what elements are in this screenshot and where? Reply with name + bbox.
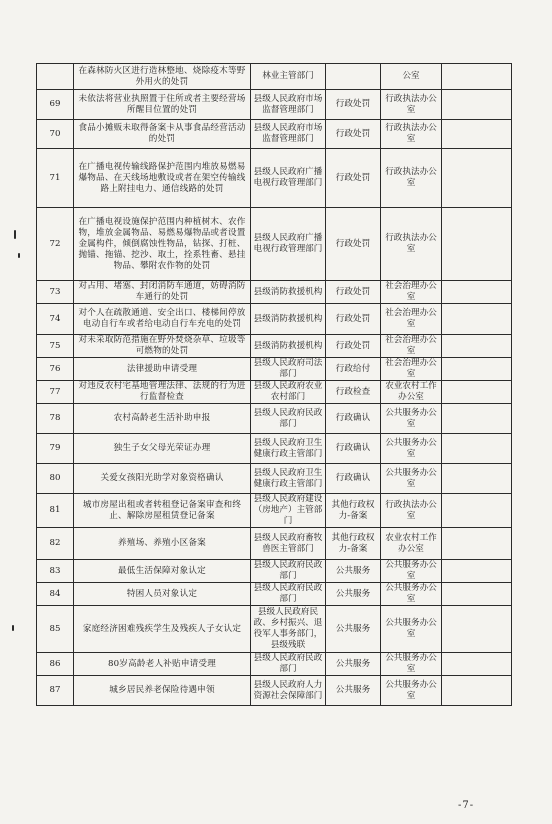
row-number: 82	[37, 528, 74, 560]
remarks	[442, 560, 512, 583]
responsible-office: 行政执法办公室	[381, 90, 442, 120]
responsible-office: 农业农村工作办公室	[381, 528, 442, 560]
responsible-office: 社会治理办公室	[381, 281, 442, 304]
power-type: 行政确认	[326, 464, 381, 494]
table-row	[37, 404, 512, 434]
row-number	[37, 64, 74, 90]
responsible-office: 公室	[381, 64, 442, 90]
responsible-office: 社会治理办公室	[381, 358, 442, 381]
power-type: 公共服务	[326, 583, 381, 606]
remarks	[442, 90, 512, 120]
row-number: 70	[37, 120, 74, 149]
table-row	[37, 208, 512, 281]
remarks	[442, 208, 512, 281]
department: 县级人民政府广播电视行政管理部门	[251, 149, 326, 208]
department: 县级人民政府民政部门	[251, 583, 326, 606]
remarks	[442, 404, 512, 434]
table-row	[37, 381, 512, 404]
department: 县级人民政府人力资源社会保障部门	[251, 676, 326, 706]
row-number: 79	[37, 434, 74, 464]
item-name: 关爱女孩阳光助学对象资格确认	[74, 464, 251, 494]
item-name: 城乡居民养老保险待遇申领	[74, 676, 251, 706]
power-type: 行政处罚	[326, 149, 381, 208]
power-type: 行政确认	[326, 404, 381, 434]
power-type: 行政确认	[326, 434, 381, 464]
responsible-office: 行政执法办公室	[381, 208, 442, 281]
power-type: 行政处罚	[326, 90, 381, 120]
responsible-office: 社会治理办公室	[381, 335, 442, 358]
power-type: 其他行政权力-备案	[326, 494, 381, 528]
row-number: 81	[37, 494, 74, 528]
scan-mark	[12, 625, 14, 631]
responsible-office: 公共服务办公室	[381, 404, 442, 434]
department: 县级人民政府民政部门	[251, 404, 326, 434]
item-name: 食品小摊贩未取得备案卡从事食品经营活动的处罚	[74, 120, 251, 149]
table-body	[37, 64, 512, 706]
table-row	[37, 434, 512, 464]
table-row	[37, 149, 512, 208]
department: 县级人民政府广播电视行政管理部门	[251, 208, 326, 281]
power-type: 行政处罚	[326, 120, 381, 149]
department: 县级消防救援机构	[251, 304, 326, 335]
power-type: 公共服务	[326, 653, 381, 676]
row-number: 86	[37, 653, 74, 676]
item-name: 对违反农村宅基地管理法律、法规的行为进行监督检查	[74, 381, 251, 404]
row-number: 76	[37, 358, 74, 381]
scan-mark	[14, 230, 16, 239]
item-name: 在广播电视传输线路保护范围内堆放易燃易爆物品、在天线场地敷设或者在架空传输线路上附挂电力、通信线路的处罚	[74, 149, 251, 208]
department: 县级人民政府卫生健康行政主管部门	[251, 434, 326, 464]
table-row	[37, 335, 512, 358]
responsible-office: 行政执法办公室	[381, 120, 442, 149]
row-number: 77	[37, 381, 74, 404]
table-row	[37, 583, 512, 606]
responsible-office: 公共服务办公室	[381, 464, 442, 494]
table-row	[37, 281, 512, 304]
item-name: 对个人在疏散通道、安全出口、楼梯间停放电动自行车或者给电动自行车充电的处罚	[74, 304, 251, 335]
table-row	[37, 606, 512, 653]
item-name: 家庭经济困难残疾学生及残疾人子女认定	[74, 606, 251, 653]
row-number: 71	[37, 149, 74, 208]
responsible-office: 公共服务办公室	[381, 606, 442, 653]
responsible-office: 公共服务办公室	[381, 583, 442, 606]
power-type	[326, 64, 381, 90]
row-number: 80	[37, 464, 74, 494]
department: 县级人民政府民政部门	[251, 560, 326, 583]
department: 县级人民政府市场监督管理部门	[251, 120, 326, 149]
row-number: 75	[37, 335, 74, 358]
department: 县级人民政府民政部门	[251, 653, 326, 676]
department: 县级人民政府市场监督管理部门	[251, 90, 326, 120]
power-type: 行政检查	[326, 381, 381, 404]
remarks	[442, 335, 512, 358]
item-name: 特困人员对象认定	[74, 583, 251, 606]
table-row	[37, 64, 512, 90]
department: 县级人民政府建设（房地产）主管部门	[251, 494, 326, 528]
row-number: 87	[37, 676, 74, 706]
row-number: 83	[37, 560, 74, 583]
item-name: 对占用、堵塞、封闭消防车通道，妨碍消防车通行的处罚	[74, 281, 251, 304]
department: 县级人民政府农业农村部门	[251, 381, 326, 404]
remarks	[442, 434, 512, 464]
responsible-office: 公共服务办公室	[381, 676, 442, 706]
item-name: 法律援助申请受理	[74, 358, 251, 381]
remarks	[442, 120, 512, 149]
remarks	[442, 304, 512, 335]
scan-mark	[18, 253, 20, 258]
row-number: 72	[37, 208, 74, 281]
table-row	[37, 358, 512, 381]
row-number: 78	[37, 404, 74, 434]
responsible-office: 公共服务办公室	[381, 560, 442, 583]
table-row	[37, 90, 512, 120]
item-name: 未依法将营业执照置于住所或者主要经营场所醒目位置的处罚	[74, 90, 251, 120]
item-name: 80岁高龄老人补贴申请受理	[74, 653, 251, 676]
remarks	[442, 583, 512, 606]
power-type: 行政处罚	[326, 304, 381, 335]
item-name: 养殖场、养殖小区备案	[74, 528, 251, 560]
responsible-office: 行政执法办公室	[381, 149, 442, 208]
power-type: 行政处罚	[326, 208, 381, 281]
remarks	[442, 358, 512, 381]
item-name: 农村高龄老生活补助申报	[74, 404, 251, 434]
department: 县级消防救援机构	[251, 281, 326, 304]
table-row	[37, 494, 512, 528]
responsible-office: 行政执法办公室	[381, 494, 442, 528]
row-number: 69	[37, 90, 74, 120]
responsible-office: 公共服务办公室	[381, 434, 442, 464]
item-name: 在森林防火区进行造林整地、烧除疫木等野外用火的处罚	[74, 64, 251, 90]
remarks	[442, 64, 512, 90]
item-name: 对未采取防范措施在野外焚烧杂草、垃圾等可燃物的处罚	[74, 335, 251, 358]
table-row	[37, 653, 512, 676]
table-row	[37, 304, 512, 335]
remarks	[442, 464, 512, 494]
remarks	[442, 149, 512, 208]
power-type: 其他行政权力-备案	[326, 528, 381, 560]
row-number: 85	[37, 606, 74, 653]
remarks	[442, 381, 512, 404]
page-number: -7-	[458, 800, 475, 811]
remarks	[442, 281, 512, 304]
remarks	[442, 528, 512, 560]
power-catalog-table	[36, 63, 512, 706]
table-row	[37, 120, 512, 149]
row-number: 84	[37, 583, 74, 606]
table-row	[37, 676, 512, 706]
row-number: 74	[37, 304, 74, 335]
table-row	[37, 560, 512, 583]
table-row	[37, 464, 512, 494]
remarks	[442, 606, 512, 653]
item-name: 城市房屋出租或者转租登记备案审查和终止、解除房屋租赁登记备案	[74, 494, 251, 528]
table-row	[37, 528, 512, 560]
department: 林业主管部门	[251, 64, 326, 90]
power-type: 行政处罚	[326, 281, 381, 304]
department: 县级人民政府司法部门	[251, 358, 326, 381]
row-number: 73	[37, 281, 74, 304]
power-type: 行政处罚	[326, 335, 381, 358]
remarks	[442, 653, 512, 676]
power-type: 公共服务	[326, 606, 381, 653]
responsible-office: 农业农村工作办公室	[381, 381, 442, 404]
item-name: 独生子女父母光荣证办理	[74, 434, 251, 464]
power-type: 行政给付	[326, 358, 381, 381]
remarks	[442, 676, 512, 706]
department: 县级人民政府卫生健康行政主管部门	[251, 464, 326, 494]
department: 县级消防救援机构	[251, 335, 326, 358]
power-type: 公共服务	[326, 560, 381, 583]
power-type: 公共服务	[326, 676, 381, 706]
department: 县级人民政府民政、乡村振兴、退役军人事务部门，县级残联	[251, 606, 326, 653]
department: 县级人民政府畜牧兽医主管部门	[251, 528, 326, 560]
item-name: 在广播电视设施保护范围内种植树木、农作物，堆放金属物品、易燃易爆物品或者设置金属构件，倾倒腐蚀性物品，钻探、打桩、抛锚、拖锚、挖沙、取土，拴系牲畜、悬挂物品、攀附农作物的处罚	[74, 208, 251, 281]
responsible-office: 公共服务办公室	[381, 653, 442, 676]
responsible-office: 社会治理办公室	[381, 304, 442, 335]
item-name: 最低生活保障对象认定	[74, 560, 251, 583]
remarks	[442, 494, 512, 528]
